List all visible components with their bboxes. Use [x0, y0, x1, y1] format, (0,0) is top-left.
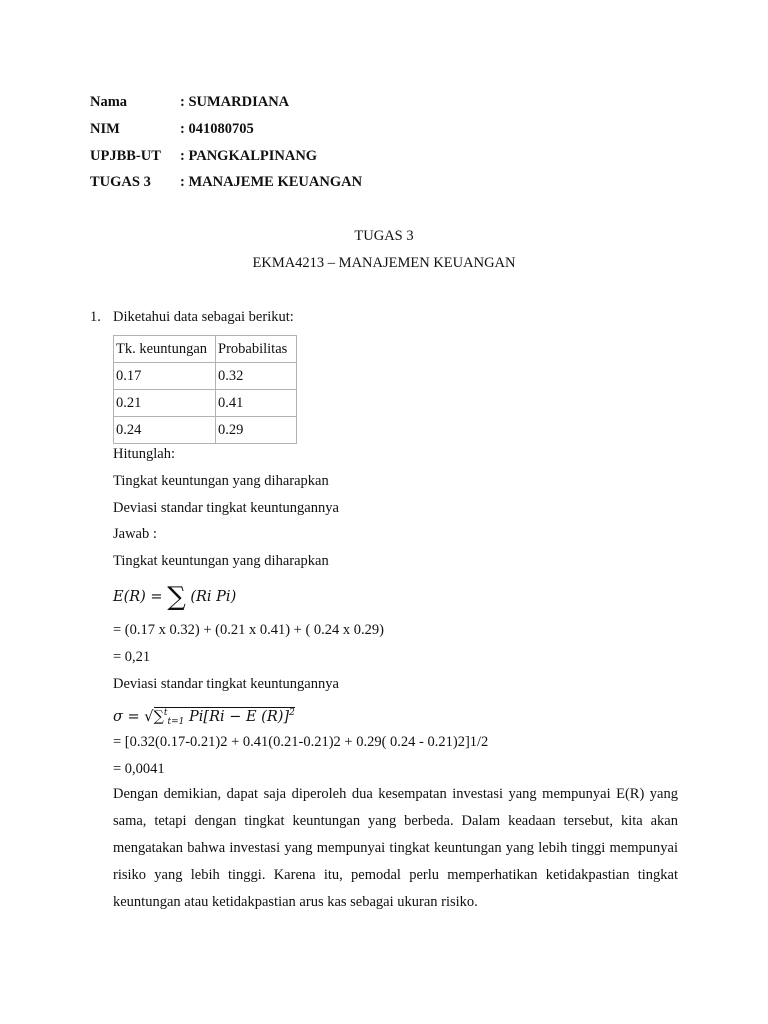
sum-lower-limit: t=1 — [167, 717, 185, 727]
table-cell: 0.21 — [114, 390, 216, 417]
task-std-deviation: Deviasi standar tingkat keuntungannya — [113, 500, 339, 516]
header-label-nama: Nama — [90, 94, 128, 110]
table-cell: 0.24 — [114, 417, 216, 444]
title-line-1: TUGAS 3 — [354, 228, 414, 244]
table-row — [114, 417, 297, 444]
calc-expected-return: = (0.17 x 0.32) + (0.21 x 0.41) + ( 0.24 x 0.29) — [113, 622, 385, 638]
question-intro: Diketahui data sebagai berikut: — [113, 309, 294, 325]
expected-return-formula — [113, 582, 237, 612]
table-header-cell: Tk. keuntungan — [114, 336, 216, 363]
sqrt-content — [154, 707, 295, 725]
header-value-tugas: : MANAJEME KEUANGAN — [180, 174, 363, 190]
formula2-body: Pi[Ri − E (R)] — [189, 709, 290, 725]
sum-upper-limit: t — [163, 708, 168, 718]
header-label-nim: NIM — [90, 121, 120, 137]
table-header-cell: Probabilitas — [216, 336, 297, 363]
result-std-deviation: = 0,0041 — [113, 761, 165, 777]
formula1-lhs: E(R) = — [113, 589, 163, 605]
summation-icon: ∑ — [167, 582, 186, 612]
summation-small-icon: ∑ — [153, 709, 164, 725]
task-expected-return: Tingkat keuntungan yang diharapkan — [113, 473, 329, 489]
table-header-row — [114, 336, 297, 363]
formula2-lhs: σ = — [113, 709, 140, 725]
conclusion-paragraph: Dengan demikian, dapat saja diperoleh dua kesempatan investasi yang mempunyai E(R) yang sama, tetapi dengan tingkat keuntungan yang berbeda. Dalam keadaan tersebut, kita akan mengatakan bahwa investasi yang mempunyai tingkat keuntungan yang lebih tinggi mempunyai risiko yang lebih tinggi. Karena itu, pemodal perlu memperhatikan ketidakpastian tingkat keuntungan atau ketidakpastian arus kas sebagai ukuran risiko. — [113, 786, 678, 910]
answer-part1-title: Tingkat keuntungan yang diharapkan — [113, 553, 329, 569]
table-row — [114, 390, 297, 417]
header-value-upjbb: : PANGKALPINANG — [180, 148, 318, 164]
table-cell: 0.32 — [216, 363, 297, 390]
header-value-nama: : SUMARDIANA — [180, 94, 290, 110]
table-row — [114, 363, 297, 390]
table-cell: 0.29 — [216, 417, 297, 444]
header-label-tugas: TUGAS 3 — [90, 174, 151, 190]
question-number: 1. — [90, 309, 101, 325]
jawab-label: Jawab : — [113, 526, 157, 542]
probability-table — [113, 335, 297, 444]
std-deviation-formula — [113, 704, 295, 731]
formula1-rhs: (Ri Pi) — [190, 589, 237, 605]
calc-std-deviation: = [0.32(0.17-0.21)2 + 0.41(0.21-0.21)2 + 0.29( 0.24 - 0.21)2]1/2 — [113, 734, 489, 750]
header-label-upjbb: UPJBB-UT — [90, 148, 161, 164]
result-expected-return: = 0,21 — [113, 649, 151, 665]
answer-part2-title: Deviasi standar tingkat keuntungannya — [113, 676, 339, 692]
hitunglah-label: Hitunglah: — [113, 446, 176, 462]
formula2-exponent: 2 — [289, 708, 295, 718]
title-line-2: EKMA4213 – MANAJEMEN KEUANGAN — [252, 255, 516, 271]
header-value-nim: : 041080705 — [180, 121, 254, 137]
table-cell: 0.17 — [114, 363, 216, 390]
sqrt-icon: √ — [144, 709, 154, 725]
table-cell: 0.41 — [216, 390, 297, 417]
